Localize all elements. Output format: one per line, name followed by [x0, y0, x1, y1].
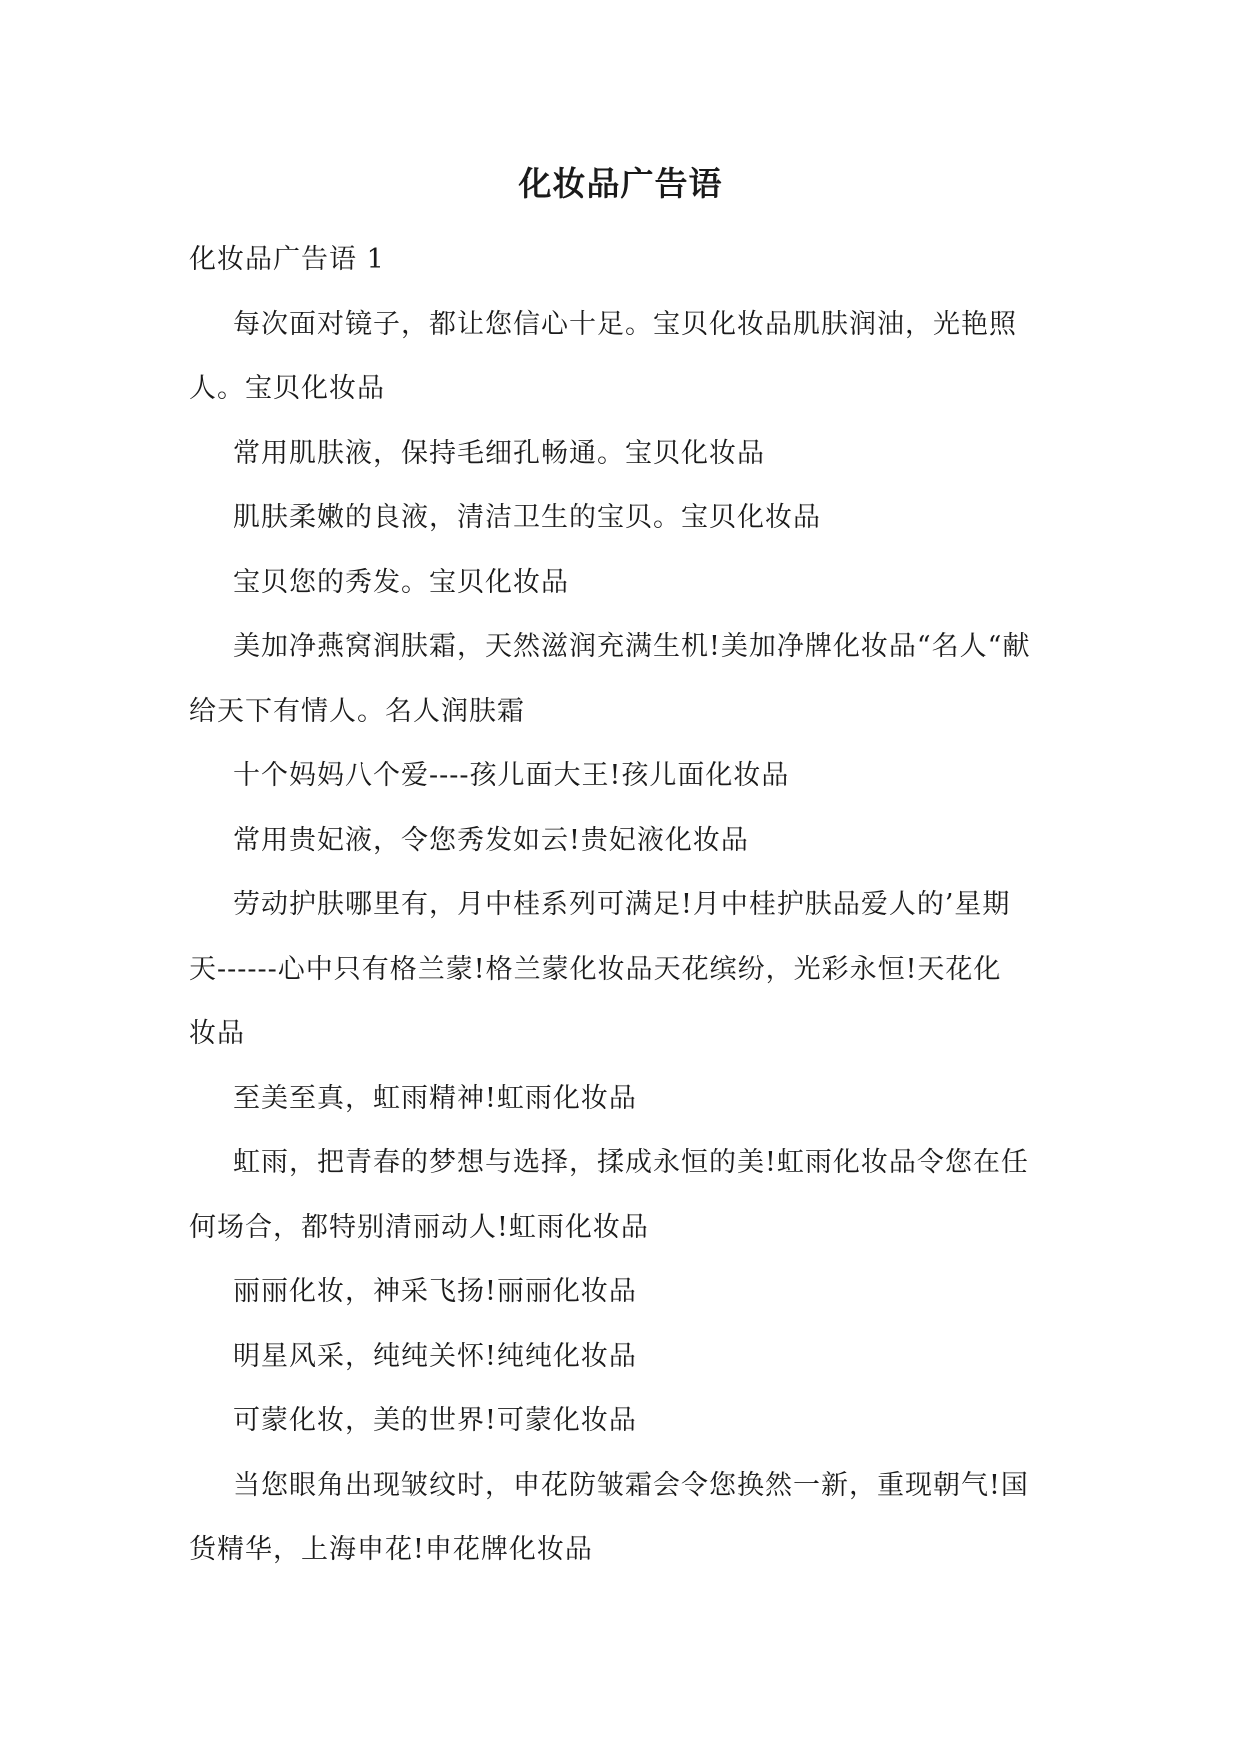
paragraph-line: 妆品 [189, 1018, 245, 1049]
paragraph-line: 十个妈妈八个爱----孩儿面大王!孩儿面化妆品 [233, 760, 790, 791]
paragraph-line: 明星风采，纯纯关怀!纯纯化妆品 [233, 1340, 637, 1372]
paragraph-line: 可蒙化妆，美的世界!可蒙化妆品 [233, 1405, 637, 1436]
paragraph-line: 劳动护肤哪里有，月中桂系列可满足!月中桂护肤品爱人的’星期 [233, 889, 1011, 920]
paragraph-line: 给天下有情人。名人润肤霜 [189, 695, 525, 727]
paragraph-line: 美加净燕窝润肤霜，天然滋润充满生机!美加净牌化妆品“名人“献 [233, 631, 1031, 662]
paragraph-line: 宝贝您的秀发。宝贝化妆品 [233, 566, 569, 598]
paragraph-line: 人。宝贝化妆品 [189, 373, 385, 404]
paragraph-line: 常用贵妃液，令您秀发如云!贵妃液化妆品 [233, 824, 749, 856]
paragraph-line: 丽丽化妆，神采飞扬!丽丽化妆品 [233, 1276, 637, 1307]
paragraph-line: 每次面对镜子，都让您信心十足。宝贝化妆品肌肤润油，光艳照 [233, 308, 1017, 340]
paragraph-line: 常用肌肤液，保持毛细孔畅通。宝贝化妆品 [233, 437, 765, 469]
paragraph-line: 当您眼角出现皱纹时，申花防皱霜会令您换然一新，重现朝气!国 [233, 1469, 1029, 1501]
paragraph-line: 货精华，上海申花!申花牌化妆品 [189, 1534, 593, 1565]
paragraph-line: 何场合，都特别清丽动人!虹雨化妆品 [189, 1211, 649, 1243]
paragraph-line: 至美至真，虹雨精神!虹雨化妆品 [233, 1082, 637, 1114]
document-title: 化妆品广告语 [518, 164, 723, 203]
document-body [189, 228, 1069, 1583]
paragraph-line: 肌肤柔嫩的良液，清洁卫生的宝贝。宝贝化妆品 [233, 502, 821, 533]
paragraph-line: 虹雨，把青春的梦想与选择，揉成永恒的美!虹雨化妆品令您在任 [233, 1147, 1029, 1178]
paragraph-line: 天------心中只有格兰蒙!格兰蒙化妆品天花缤纷，光彩永恒!天花化 [189, 953, 1002, 985]
paragraph-line: 化妆品广告语 1 [189, 244, 385, 275]
